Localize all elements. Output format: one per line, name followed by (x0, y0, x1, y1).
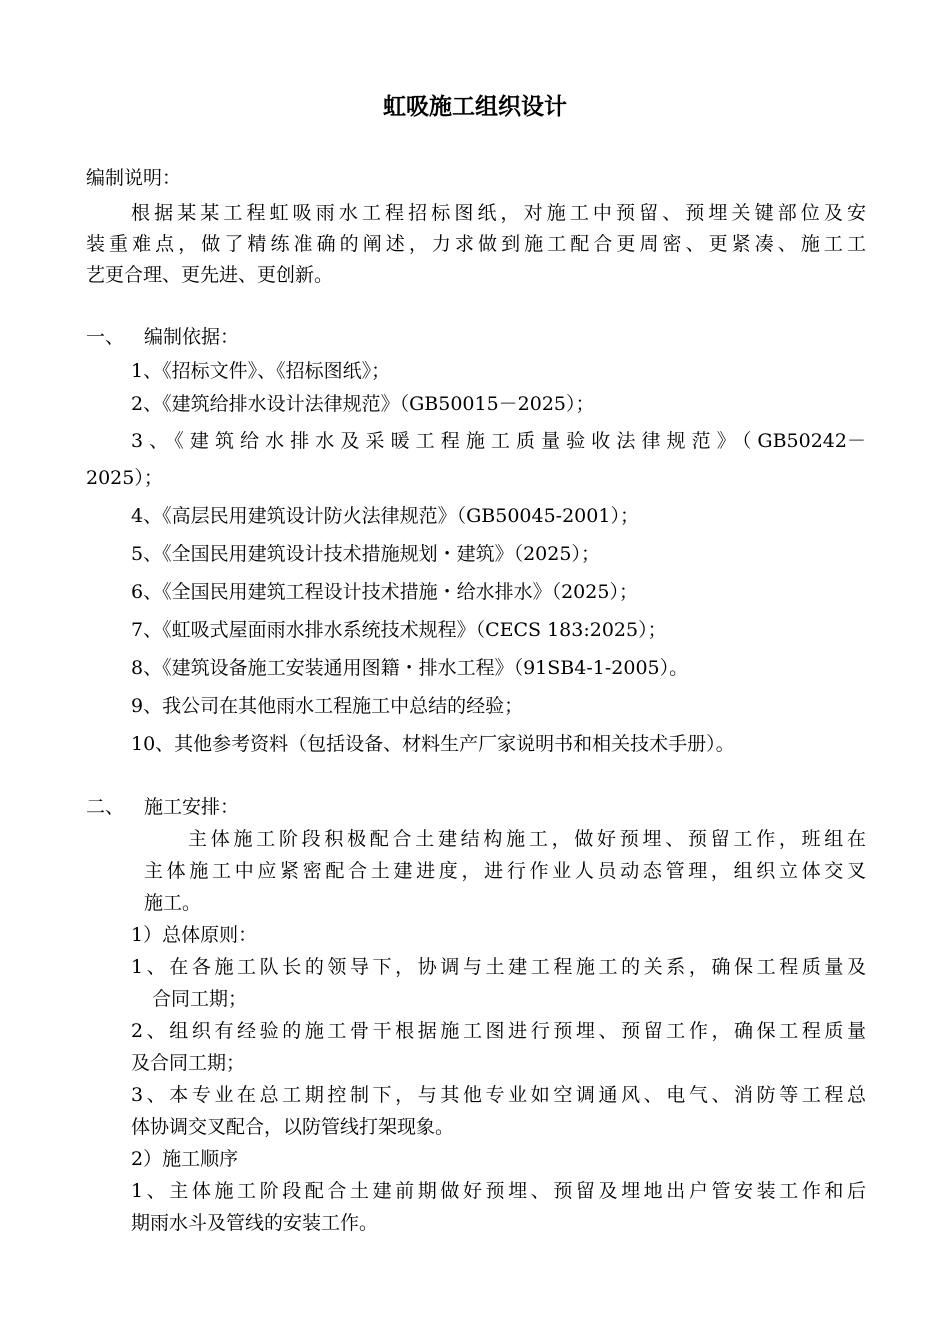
principles-label: 1）总体原则： (131, 924, 258, 946)
principle-item: 2、组织有经验的施工骨干根据施工图进行预埋、预留工作，确保工程质量 (131, 1020, 866, 1042)
reference-item: 8、《建筑设备施工安装通用图籍・排水工程》（91SB4-1-2005）。 (131, 657, 689, 679)
section1-heading (86, 324, 866, 350)
principle-item-continued: 体协调交叉配合，以防管线打架现象。 (131, 1116, 455, 1138)
reference-item: 2、《建筑给排水设计法律规范》（GB50015－2025）； (131, 393, 595, 415)
sequence-label: 2）施工顺序 (131, 1148, 239, 1170)
intro-line: 艺更合理、更先进、更创新。 (86, 264, 334, 286)
sequence-item: 1、主体施工阶段配合土建前期做好预埋、预留及埋地出户管安装工作和后 (131, 1180, 866, 1202)
intro-line: 根据某某工程虹吸雨水工程招标图纸，对施工中预留、预埋关键部位及安 (131, 202, 866, 224)
principle-item: 3、本专业在总工期控制下，与其他专业如空调通风、电气、消防等工程总 (131, 1084, 866, 1106)
reference-item: 10、其他参考资料（包括设备、材料生产厂家说明书和相关技术手册）。 (131, 733, 735, 755)
intro-label: 编制说明： (86, 167, 182, 189)
section2-title: 施工安排： (144, 796, 240, 818)
reference-item: 4、《高层民用建筑设计防火法律规范》（GB50045-2001）； (131, 505, 639, 527)
section2-paragraph-line: 主体施工中应紧密配合土建进度，进行作业人员动态管理，组织立体交叉 (144, 860, 866, 882)
document-title: 虹吸施工组织设计 (383, 94, 567, 120)
sequence-item-continued: 期雨水斗及管线的安装工作。 (131, 1212, 379, 1234)
intro-line: 装重难点，做了精练准确的阐述，力求做到施工配合更周密、更紧凑、施工工 (86, 233, 866, 255)
section2-heading (86, 794, 866, 820)
section2-paragraph-line: 主体施工阶段积极配合土建结构施工，做好预埋、预留工作，班组在 (188, 828, 866, 850)
section2-number: 二、 (86, 796, 125, 818)
reference-item: 3、《建筑给水排水及采暖工程施工质量验收法律规范》（GB50242－ (131, 430, 866, 452)
reference-item-continued: 2025）； (86, 467, 163, 489)
principle-item: 1、在各施工队长的领导下，协调与土建工程施工的关系，确保工程质量及 (131, 956, 866, 978)
reference-item: 6、《全国民用建筑工程设计技术措施・给水排水》（2025）； (131, 581, 638, 603)
section2-paragraph-line: 施工。 (144, 892, 202, 914)
section1-number: 一、 (86, 326, 125, 348)
principle-item-continued: 合同工期； (152, 988, 248, 1010)
reference-item: 9、我公司在其他雨水工程施工中总结的经验； (131, 695, 524, 717)
reference-item: 5、《全国民用建筑设计技术措施规划・建筑》（2025）； (131, 543, 600, 565)
reference-item: 1、《招标文件》、《招标图纸》； (131, 360, 391, 382)
principle-item-continued: 及合同工期； (131, 1052, 246, 1074)
section1-title: 编制依据： (144, 326, 240, 348)
reference-item: 7、《虹吸式屋面雨水排水系统技术规程》（CECS 183:2025）； (131, 619, 667, 641)
